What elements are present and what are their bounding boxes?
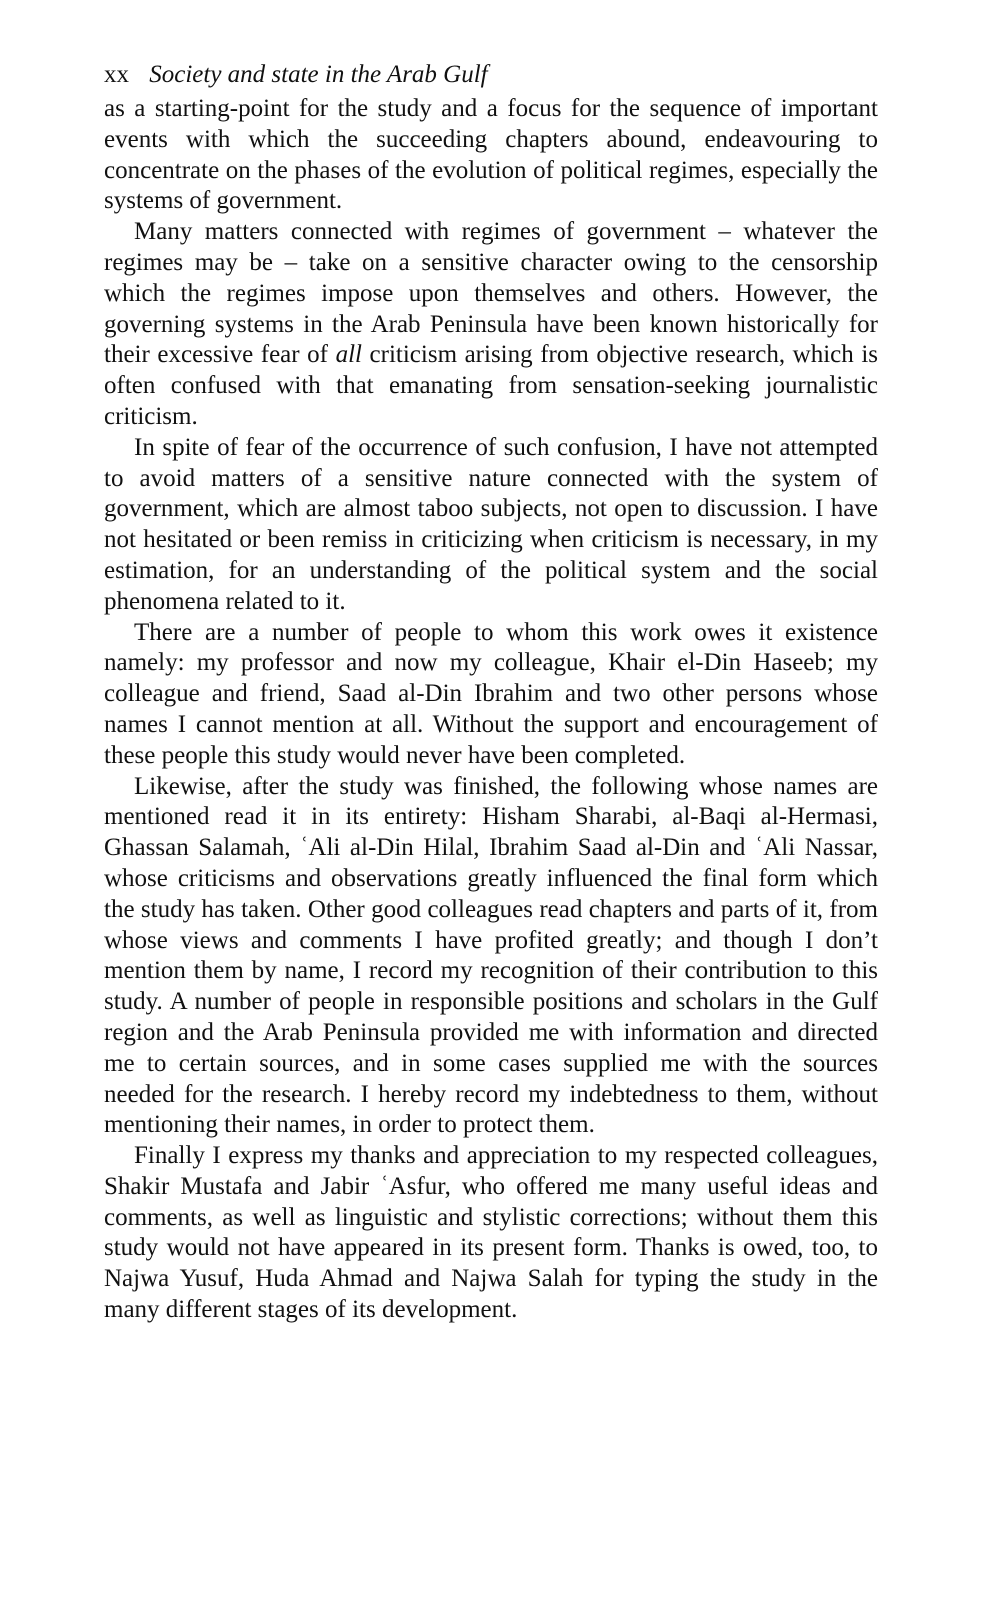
paragraph-readers: Likewise, after the study was finished, the following whose names are mentioned read it in its entirety: Hisham Sharabi, al-Baqi al-Hermasi, Ghassan Salamah, ʿAli al-Din Hilal, Ibrahim Saad al-Din and ʿAli Nassar, whose criticisms and observations greatly influenced the final form which the study has taken. Other good colleagues read chapters and parts of it, from whose views and comments I have profited greatly; and though I don’t mention them by name, I record my recognition of their contribution to this study. A number of people in responsible positions and scholars in the Gulf region and the Arab Peninsula provided me with information and directed me to certain sources, and in some cases supplied me with the sources needed for the research. I hereby record my indebtedness to them, without mentioning their names, in order to protect them. xyxy=(104,772,878,1139)
running-head xyxy=(104,58,878,92)
body-text xyxy=(104,94,878,1326)
paragraph-censorship-text: Many matters connected with regimes of government – whatever the regimes may be – take on a sensitive character owing to the censorship which the regimes impose upon themselves and others. However, the governing systems in the Arab Peninsula have been known historically for their excessive fear of xyxy=(104,218,878,369)
paragraph-sensitive-matters: In spite of fear of the occurrence of such confusion, I have not attempted to avoid matters of a sensitive nature connected with the system of government, which are almost taboo subjects, not open to discussion. I have not hesitated or been remiss in criticizing when criticism is necessary, in my estimation, for an understanding of the political system and the social phenomena related to it. xyxy=(104,433,878,615)
paragraph-acknowledgement-people: There are a number of people to whom this work owes it existence namely: my professor and now my colleague, Khair el-Din Haseeb; my colleague and friend, Saad al-Din Ibrahim and two other persons whose names I cannot mention at all. Without the support and encouragement of these people this study would never have been completed. xyxy=(104,618,878,769)
running-title: Society and state in the Arab Gulf xyxy=(149,61,488,88)
page-number: xx xyxy=(104,61,129,88)
paragraph-final-thanks: Finally I express my thanks and appreciation to my respected colleagues, Shakir Mustafa and Jabir ʿAsfur, who offered me many useful ideas and comments, as well as linguistic and stylistic corrections; without them this study would not have appeared in its present form. Thanks is owed, too, to Najwa Yusuf, Huda Ahmad and Najwa Salah for typing the study in the many different stages of its development. xyxy=(104,1142,878,1324)
paragraph-censorship xyxy=(104,217,878,433)
emphasis-all: all xyxy=(335,341,362,369)
paragraph-continuation: as a starting-point for the study and a focus for the sequence of important events with which the succeeding chapters abound, endeavouring to concentrate on the phases of the evolution of political regimes, especially the systems of government. xyxy=(104,95,878,215)
paragraph-censorship-tail: criticism arising from objective research, which is often confused with that emanating from sensation-seeking journalistic criticism. xyxy=(104,341,878,430)
book-page xyxy=(104,58,878,1326)
